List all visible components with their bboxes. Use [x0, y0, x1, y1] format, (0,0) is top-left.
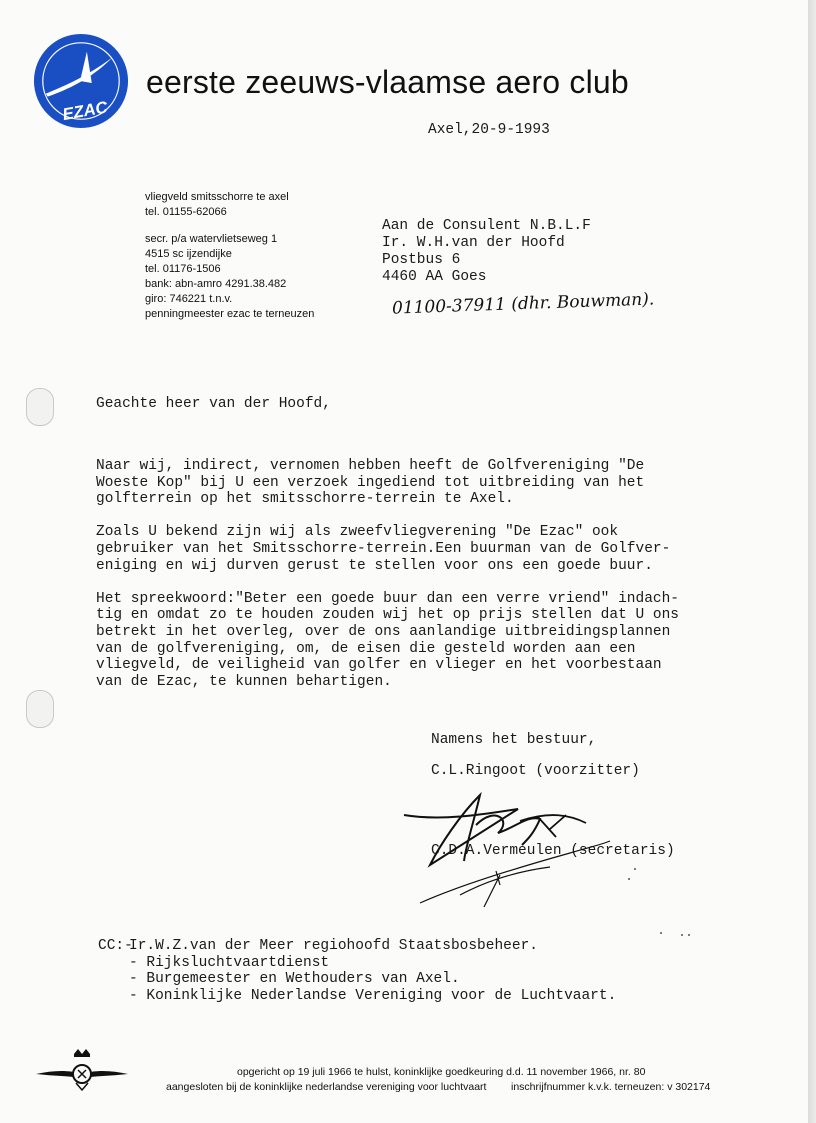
- cc-list: [129, 938, 616, 1004]
- giro-account: giro: 746221 t.n.v.: [145, 293, 233, 305]
- cc-item: Ir.W.Z.van der Meer regiohoofd Staatsbosbeheer.: [129, 938, 538, 954]
- signer-chairman: C.L.Ringoot (voorzitter): [431, 763, 640, 779]
- club-name: eerste zeeuws-vlaamse aero club: [146, 64, 629, 100]
- punch-hole: [26, 690, 54, 728]
- sender-secretariat: [145, 232, 314, 322]
- body-paragraph: Naar wij, indirect, vernomen hebben heeft de Golfvereniging "De Woeste Kop" bij U een verzoek ingediend tot uitbreiding van het golfterrein op het smitsschorre-terrein te Axel.: [96, 458, 645, 508]
- treasurer: penningmeester ezac te terneuzen: [145, 308, 315, 320]
- bank-account: bank: abn-amro 4291.38.482: [145, 278, 287, 290]
- signer-secretary: C.D.A.Vermeulen (secretaris): [431, 843, 675, 859]
- letter-body: [96, 458, 679, 707]
- salutation: Geachte heer van der Hoofd,: [96, 396, 331, 412]
- airfield-address: vliegveld smitsschorre te axel: [145, 191, 289, 203]
- svg-text:EZAC: EZAC: [61, 97, 109, 125]
- body-paragraph: Zoals U bekend zijn wij als zweefvliegverening "De Ezac" ook gebruiker van het Smitsschorre-terrein.Een buurman van de Golfver- eniging en wij durven gerust te stellen voor ons een goede buur.: [96, 524, 671, 574]
- closing: Namens het bestuur,: [431, 732, 597, 748]
- page-edge: [808, 0, 816, 1123]
- cc-item: - Rijksluchtvaartdienst: [129, 954, 330, 971]
- recipient-line: Ir. W.H.van der Hoofd: [382, 235, 565, 251]
- secretary-address: secr. p/a watervlietseweg 1: [145, 233, 278, 245]
- recipient-line: Aan de Consulent N.B.L.F: [382, 218, 591, 234]
- handwritten-phone-note: 01100-37911 (dhr. Bouwman).: [391, 289, 655, 319]
- cc-label: CC:-: [98, 938, 133, 954]
- sender-airfield: [145, 190, 289, 220]
- recipient-line: 4460 AA Goes: [382, 269, 487, 285]
- cc-item: - Burgemeester en Wethouders van Axel.: [129, 971, 460, 988]
- footer-founded: opgericht op 19 juli 1966 te hulst, koninklijke goedkeuring d.d. 11 november 1966, nr. 80: [237, 1066, 646, 1078]
- airfield-phone: tel. 01155-62066: [145, 206, 227, 218]
- secretary-phone: tel. 01176-1506: [145, 263, 221, 275]
- cc-item: - Koninklijke Nederlandse Vereniging voor de Luchtvaart.: [129, 987, 617, 1004]
- footer-affiliation: aangesloten bij de koninklijke nederlandse vereniging voor luchtvaart: [166, 1081, 487, 1093]
- recipient-line: Postbus 6: [382, 252, 461, 268]
- punch-hole: [26, 388, 54, 426]
- knvvl-emblem-icon: [34, 1046, 130, 1092]
- body-paragraph: Het spreekwoord:"Beter een goede buur dan een verre vriend" indach- tig en omdat zo te houden zouden wij het op prijs stellen dat U ons betrekt in het overleg, over de ons aanlandige uitbreidingsplannen van de golfvereniging, om, de eisen die gesteld worden aan een vliegveld, de veiligheid van golfer en vlieger en het voorbestaan van de Ezac, te kunnen behartigen.: [96, 590, 679, 690]
- recipient-address: [382, 218, 591, 286]
- secretary-postal: 4515 sc ijzendijke: [145, 248, 232, 260]
- ezac-logo: [32, 32, 130, 130]
- handwritten-signature: [400, 775, 630, 915]
- footer-registration: inschrijfnummer k.v.k. terneuzen: v 302174: [511, 1081, 711, 1093]
- letter-date: Axel,20-9-1993: [428, 122, 550, 138]
